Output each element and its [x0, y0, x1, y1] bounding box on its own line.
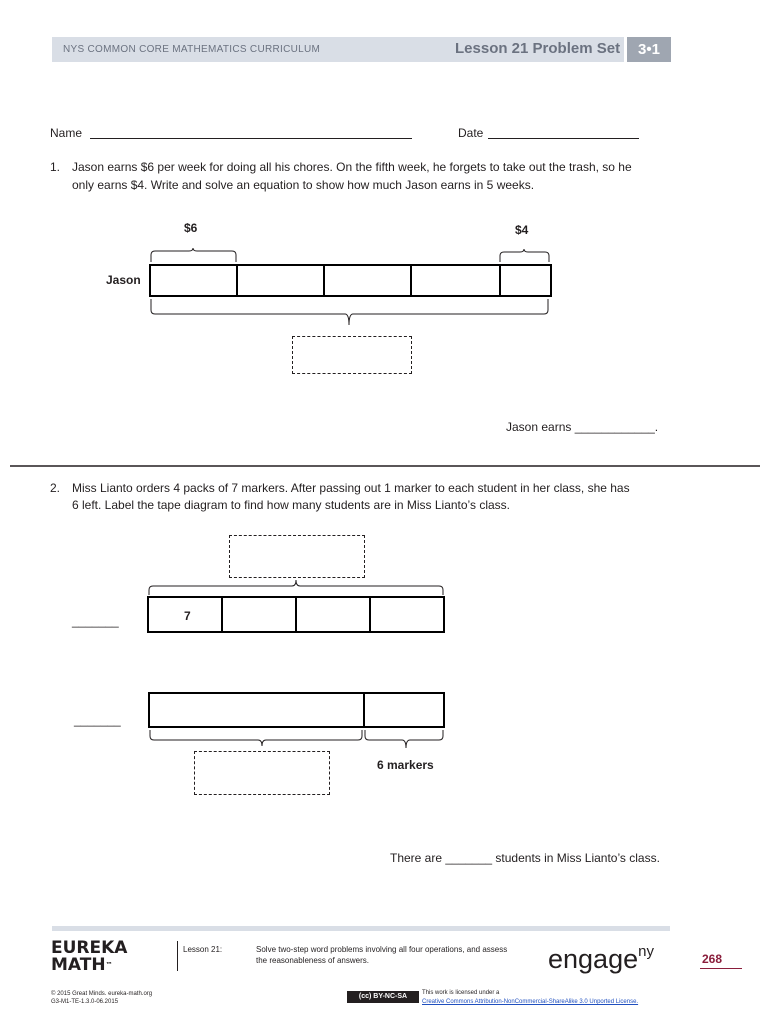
tape2-blank-label-1[interactable]: _______ [72, 614, 119, 628]
problem2-text-line2: 6 left. Label the tape diagram to find how many students are in Miss Lianto’s class. [72, 498, 511, 512]
problem1-text-line2: only earns $4. Write and solve an equation to show how much Jason earns in 5 weeks. [72, 178, 535, 192]
curriculum-title: NYS COMMON CORE MATHEMATICS CURRICULUM [63, 44, 321, 55]
tape2-students-segment [148, 692, 365, 728]
page-number-rule [700, 968, 742, 969]
tape2-segment [295, 596, 371, 633]
brace-top-markers [149, 580, 443, 595]
tape2-segment [369, 596, 445, 633]
brace-top-4 [500, 249, 549, 262]
logo-line2: MATH [51, 955, 106, 975]
tape2-segment [221, 596, 297, 633]
problem1-number: 1. [50, 160, 61, 174]
license-text: This work is licensed under a [422, 990, 500, 996]
problem2-answer: There are _______ students in Miss Lianto’s class. [390, 851, 660, 865]
tape2-segment [147, 596, 223, 633]
problem1-answer: Jason earns ____________. [506, 420, 659, 434]
problem2-number: 2. [50, 481, 61, 495]
cc-license-badge: (cc) BY-NC-SA [347, 991, 419, 1003]
tape1-label-6: $6 [184, 221, 198, 235]
tape2-students-answer-box[interactable] [194, 751, 330, 795]
tape1-name-label: Jason [106, 273, 141, 287]
engage-sup: ny [638, 943, 654, 960]
tape1-label-4: $4 [515, 223, 529, 237]
logo-tm: ™ [105, 961, 113, 969]
copyright-line2: G3-M1-TE-1.3.0-06.2015 [51, 999, 119, 1005]
eureka-math-logo [51, 940, 127, 974]
brace-top-6 [151, 248, 236, 262]
tape2-blank-label-2[interactable]: _______ [74, 713, 121, 727]
problem1-text-line1: Jason earns $6 per week for doing all his chores. On the fifth week, he forgets to take out the trash, so he [72, 160, 632, 174]
license-link[interactable]: Creative Commons Attribution-NonCommercial-ShareAlike 3.0 Unported License. [422, 999, 639, 1005]
lesson-title: Lesson 21 Problem Set [455, 40, 621, 57]
page-number: 268 [702, 952, 723, 966]
copyright-line1: © 2015 Great Minds. eureka-math.org [51, 991, 153, 997]
markers-label: 6 markers [377, 758, 434, 772]
footer-bar [52, 926, 670, 931]
brace-bottom-students [150, 730, 362, 746]
footer-objective-line2: the reasonableness of answers. [256, 956, 369, 965]
footer-lesson-label: Lesson 21: [183, 945, 223, 954]
date-label: Date [458, 126, 484, 140]
tape2-first-cell-value: 7 [184, 609, 191, 623]
footer-objective-line1: Solve two-step word problems involving all four operations, and assess [256, 945, 508, 954]
grade-module-badge: 3•1 [627, 37, 671, 62]
tape2-leftover-segment [363, 692, 445, 728]
name-label: Name [50, 126, 83, 140]
tape2-total-answer-box[interactable] [229, 535, 365, 578]
engage-text: engage [548, 944, 639, 974]
problem2-text-line1: Miss Lianto orders 4 packs of 7 markers. After passing out 1 marker to each student in her class, she has [72, 481, 630, 495]
footer-divider [177, 941, 178, 971]
brace-bottom-markers [365, 730, 443, 748]
logo-line1: EUREKA [51, 938, 128, 958]
brace-bottom-total [151, 299, 548, 325]
engageny-logo [548, 943, 654, 975]
